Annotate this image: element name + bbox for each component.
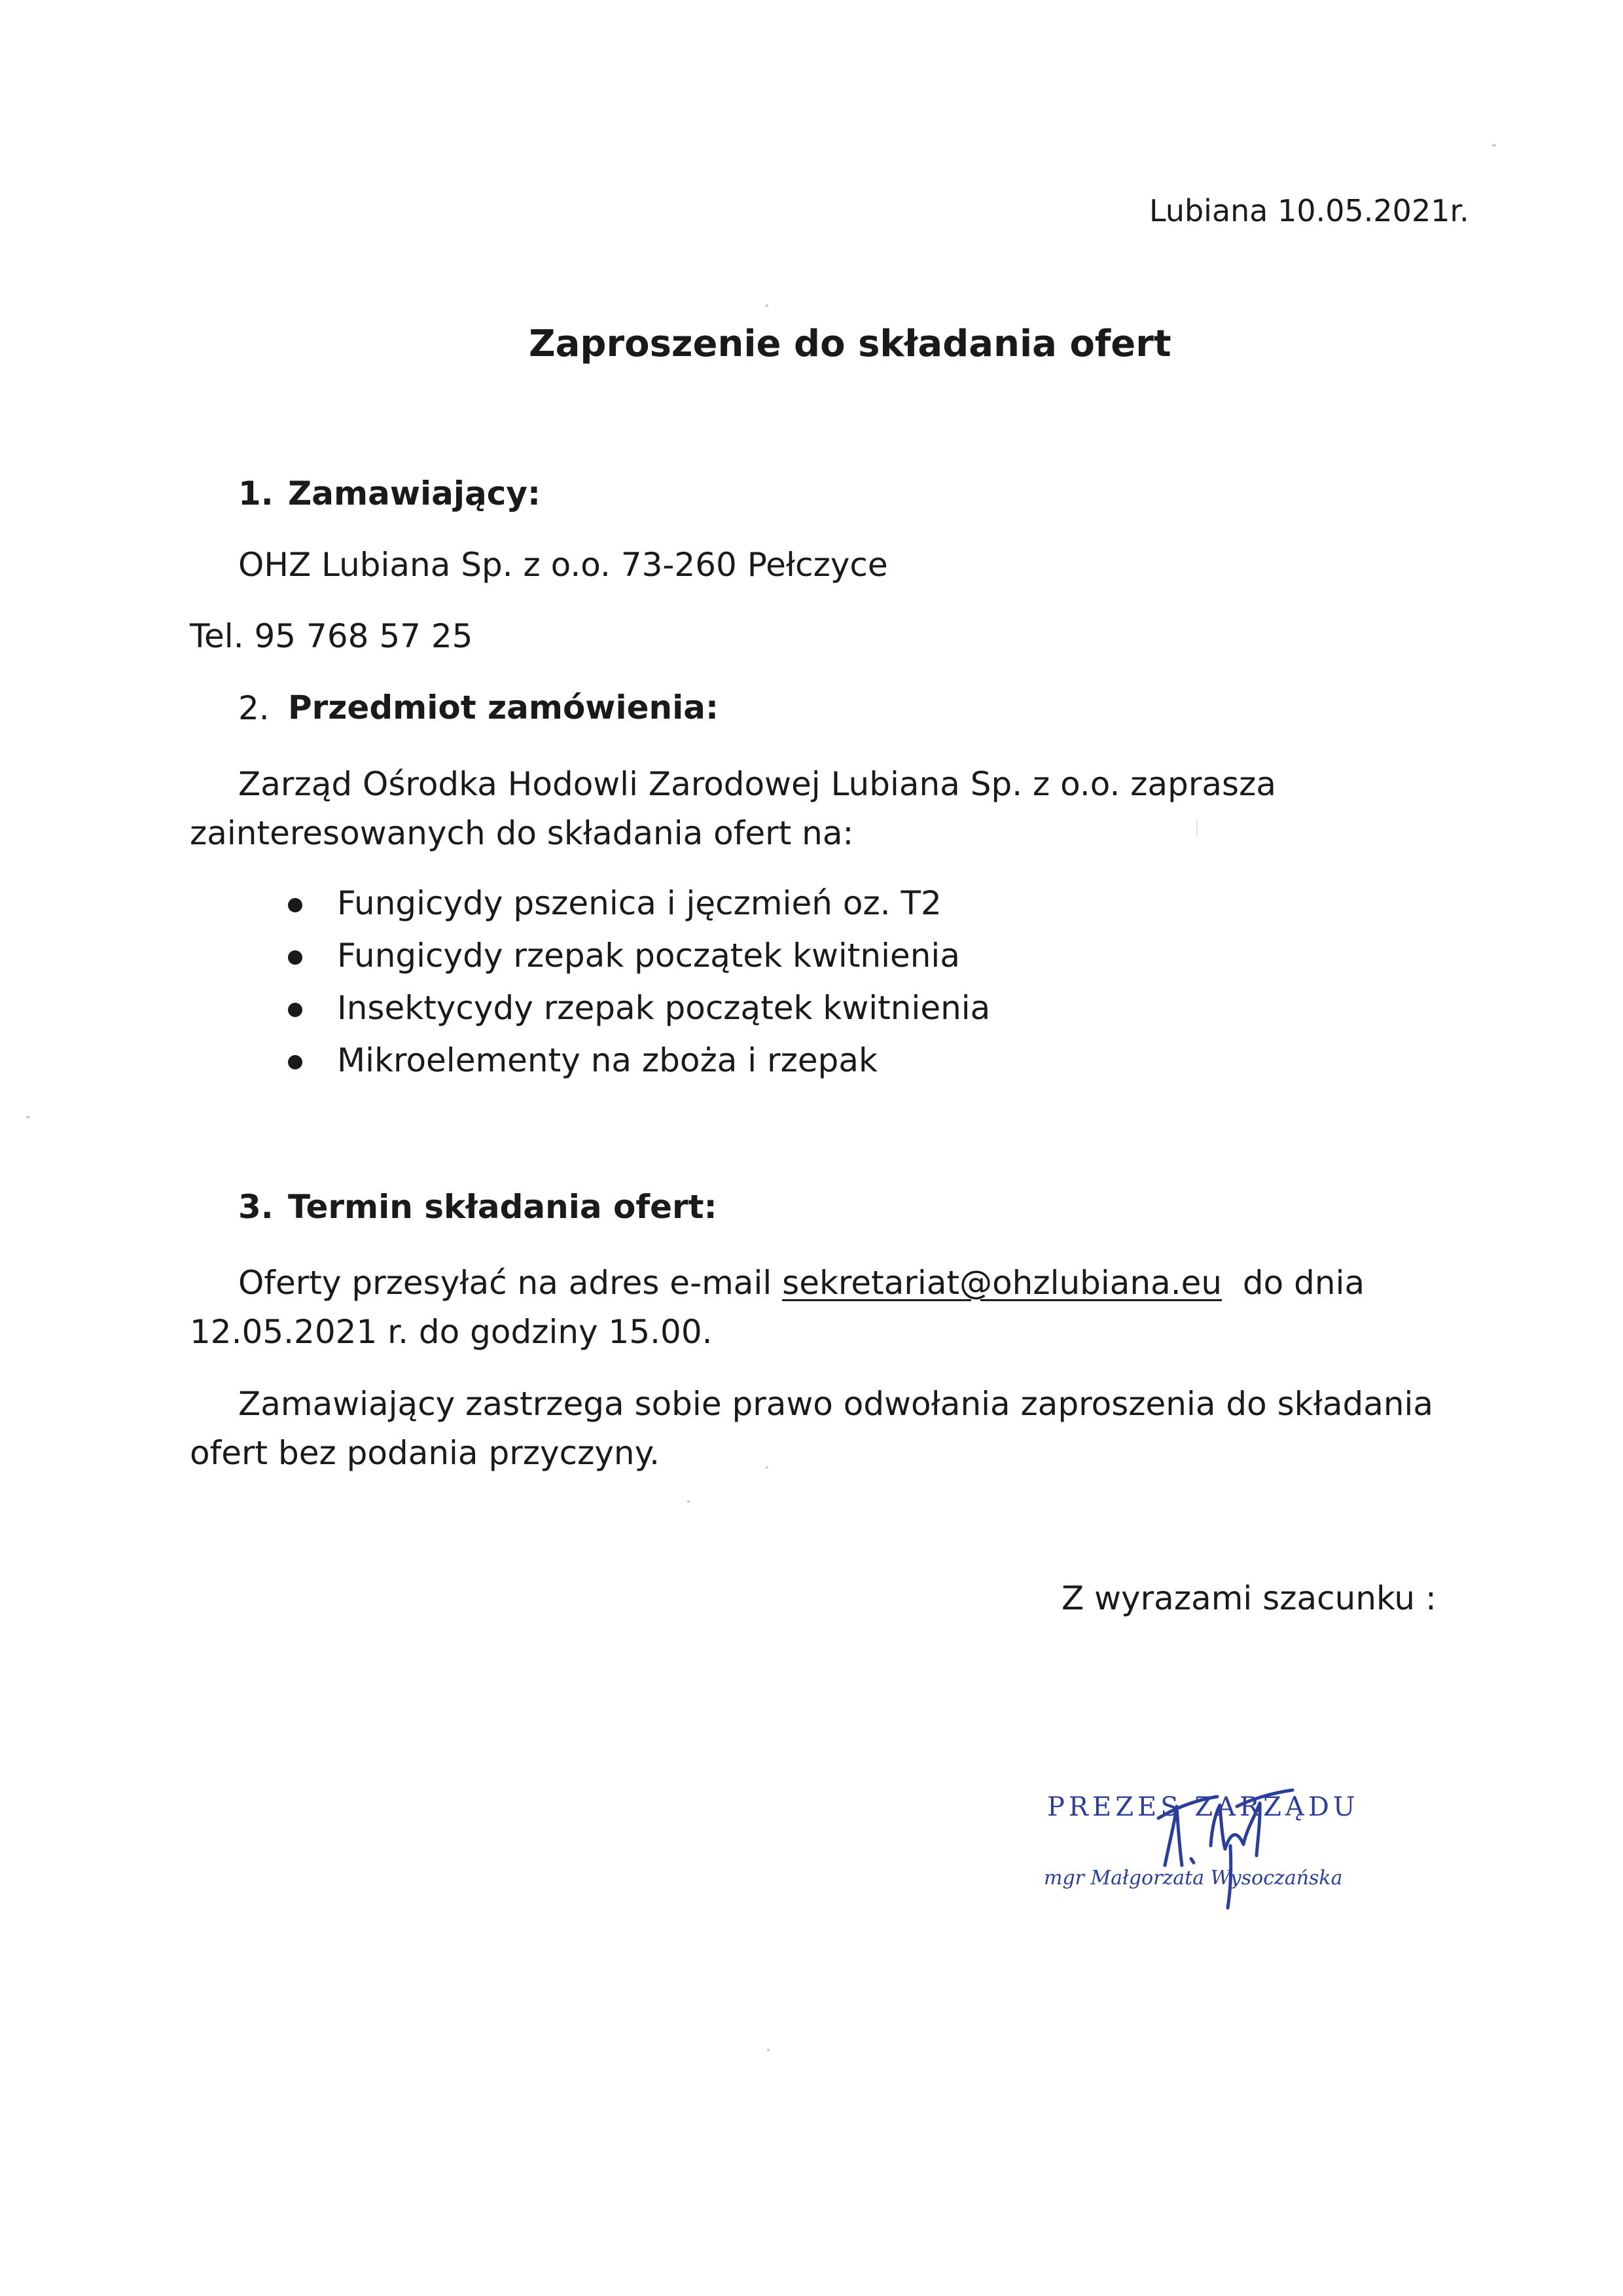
closing-regards: Z wyrazami szacunku : <box>1061 1579 1436 1617</box>
section-1-number: 1. <box>238 475 274 512</box>
order-items-list <box>288 877 990 1086</box>
list-item: Mikroelementy na zboża i rzepak <box>288 1034 990 1086</box>
contact-email-link[interactable]: sekretariat@ohzlubiana.eu <box>782 1264 1222 1302</box>
order-intro-line-1: Zarząd Ośrodka Hodowli Zarodowej Lubiana Sp. z o.o. zaprasza <box>238 765 1276 803</box>
scan-speck <box>766 304 768 307</box>
stamp-name: mgr Małgorzata Wysoczańska <box>1044 1867 1343 1890</box>
scan-speck <box>767 2049 770 2051</box>
bullet-icon <box>288 950 302 965</box>
document-title: Zaproszenie do składania ofert <box>529 323 1171 365</box>
section-3-number: 3. <box>238 1188 274 1226</box>
buyer-phone: Tel. 95 768 57 25 <box>190 617 473 655</box>
offer-line-1 <box>238 1263 1364 1302</box>
list-item: Insektycydy rzepak początek kwitnienia <box>288 982 990 1034</box>
reservation-line-2: ofert bez podania przyczyny. <box>190 1434 660 1472</box>
offer-suffix: do dnia <box>1222 1264 1365 1302</box>
offer-line-2: 12.05.2021 r. do godziny 15.00. <box>190 1313 713 1351</box>
buyer-address: OHZ Lubiana Sp. z o.o. 73-260 Pełczyce <box>238 546 888 584</box>
signature-icon <box>1139 1767 1309 1911</box>
list-item: Fungicydy rzepak początek kwitnienia <box>288 929 990 982</box>
scan-speck <box>766 1466 768 1469</box>
order-intro-line-2: zainteresowanych do składania ofert na: <box>190 814 854 852</box>
list-item: Fungicydy pszenica i jęczmień oz. T2 <box>288 877 990 929</box>
bullet-icon <box>288 1003 302 1017</box>
reservation-line-1: Zamawiający zastrzega sobie prawo odwołania zaproszenia do składania <box>238 1385 1434 1423</box>
stamp-role: PREZES ZARZĄDU <box>1047 1792 1359 1822</box>
scan-speck <box>26 1116 30 1119</box>
scan-speck <box>1492 144 1496 147</box>
offer-prefix: Oferty przesyłać na adres e-mail <box>238 1264 783 1302</box>
bullet-icon <box>288 1055 302 1069</box>
place-date: Lubiana 10.05.2021r. <box>1149 193 1469 228</box>
section-3-heading: Termin składania ofert: <box>288 1188 717 1226</box>
bullet-icon <box>288 898 302 912</box>
scan-speck <box>1196 818 1198 838</box>
section-1-heading: Zamawiający: <box>288 475 541 512</box>
section-2-number: 2. <box>238 689 270 727</box>
section-2-heading: Przedmiot zamówienia: <box>288 689 719 726</box>
scan-speck <box>687 1500 690 1503</box>
